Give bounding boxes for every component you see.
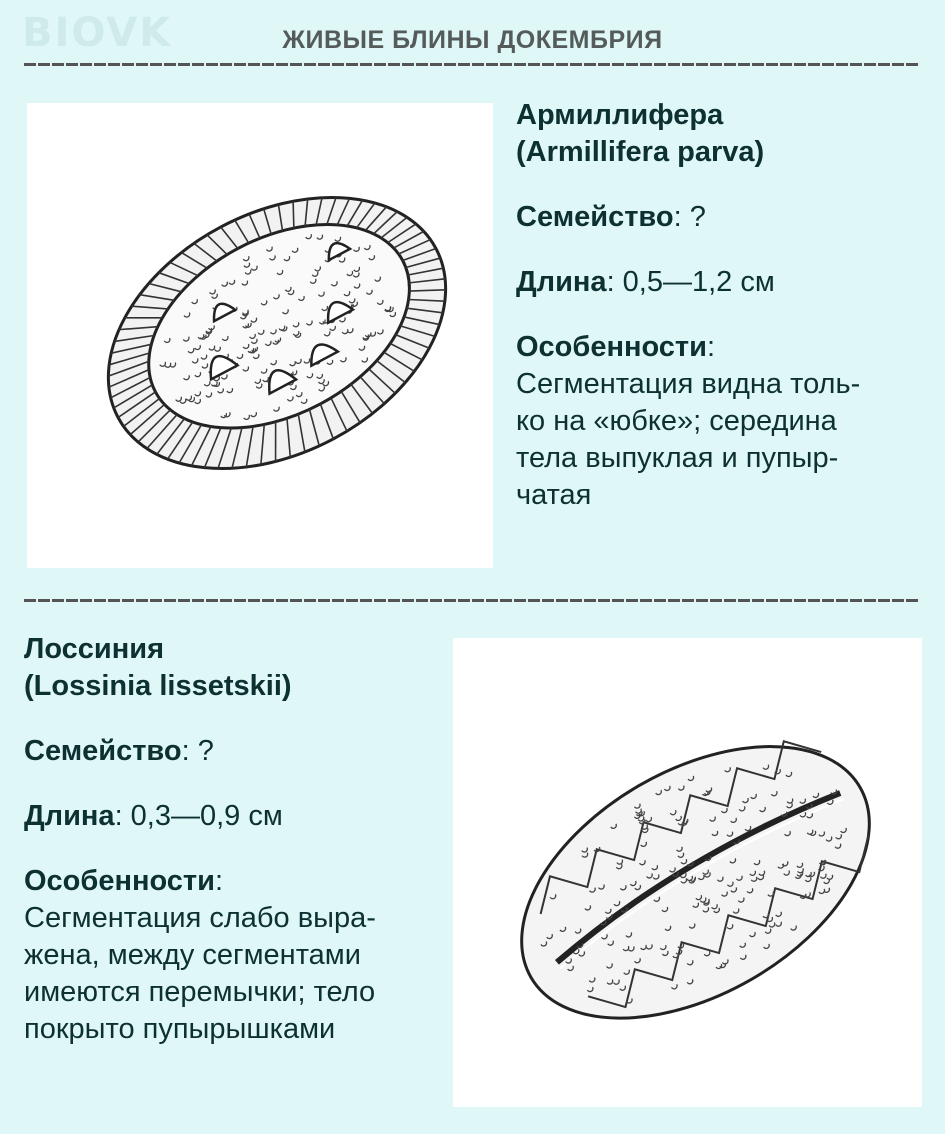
length-row: [516, 264, 931, 301]
features-text: Сегментация слабо выра- жена, между сегментами имеются перемычки; тело покрыто пупырышками: [24, 902, 376, 1045]
length-row: [24, 798, 444, 835]
species-name: Армиллифера: [516, 99, 724, 131]
lossinia-drawing-icon: [453, 638, 922, 1107]
lossinia-info: [24, 631, 444, 1048]
family-value: : ?: [181, 735, 214, 767]
armillifera-illustration: [27, 103, 493, 568]
page-title: ЖИВЫЕ БЛИНЫ ДОКЕМБРИЯ: [282, 26, 663, 54]
armillifera-drawing-icon: [27, 103, 493, 568]
features-row: [516, 329, 931, 366]
features-colon: :: [214, 865, 224, 897]
features-text: Сегментация видна толь- ко на «юбке»; середина тела выпуклая и пупыр- чатая: [516, 368, 861, 511]
length-value: : 0,3—0,9 см: [114, 800, 283, 832]
length-label: Длина: [516, 266, 607, 298]
top-divider: [24, 63, 919, 66]
length-value: : 0,5—1,2 см: [606, 266, 775, 298]
family-value: : ?: [673, 201, 706, 233]
features-row: [24, 863, 444, 900]
armillifera-info: [516, 97, 931, 514]
species-latin-name: (Lossinia lissetskii): [24, 670, 292, 702]
species-name: Лоссиния: [24, 633, 165, 665]
middle-divider: [24, 599, 919, 602]
species-latin-name: (Armillifera parva): [516, 136, 765, 168]
length-label: Длина: [24, 800, 115, 832]
features-label: Особенности: [516, 331, 707, 363]
family-label: Семейство: [516, 201, 674, 233]
features-colon: :: [706, 331, 716, 363]
watermark-logo: BIOVK: [22, 10, 173, 56]
features-label: Особенности: [24, 865, 215, 897]
lossinia-illustration: [453, 638, 922, 1107]
family-row: [516, 199, 931, 236]
family-label: Семейство: [24, 735, 182, 767]
family-row: [24, 733, 444, 770]
